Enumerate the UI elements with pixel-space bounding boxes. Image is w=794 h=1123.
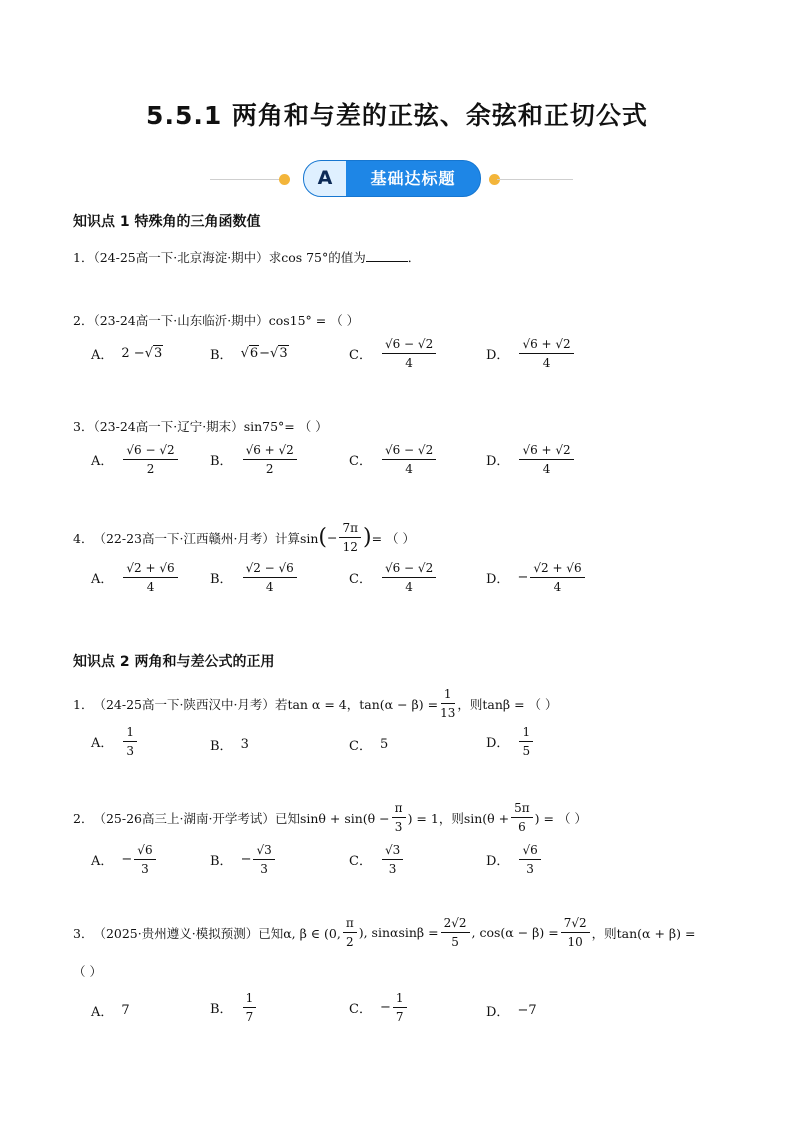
q-text-mid: ) = 1，则sin(θ + xyxy=(407,810,510,826)
option-d[interactable] xyxy=(486,724,535,759)
options-s2-q1 xyxy=(0,724,794,764)
numerator: 7√2 xyxy=(561,915,590,933)
q-text-end: ) = （ ） xyxy=(534,810,587,826)
q-source: （22-23高一下·江西赣州·月考） xyxy=(93,530,275,546)
denominator: 4 xyxy=(405,356,413,370)
option-label: B． xyxy=(210,454,233,469)
option-d[interactable] xyxy=(486,336,576,371)
option-text: 3 xyxy=(240,737,249,752)
radicand: 3 xyxy=(279,346,288,361)
option-label: D． xyxy=(486,1005,510,1020)
option-b[interactable] xyxy=(210,344,289,363)
numerator: π xyxy=(343,915,357,933)
denominator: 12 xyxy=(342,540,358,554)
option-label: B． xyxy=(210,854,233,869)
q-source: （24-25高一下·陕西汉中·月考） xyxy=(93,696,275,712)
fraction xyxy=(243,442,297,477)
fraction xyxy=(392,800,406,835)
numerator: 1 xyxy=(441,686,455,704)
q-text: 已知α, β ∈ (0, xyxy=(258,925,341,941)
option-label: C． xyxy=(349,1002,372,1017)
banner-left-line xyxy=(210,179,286,180)
right-paren: ) xyxy=(363,525,372,550)
denominator: 4 xyxy=(542,462,551,476)
option-d[interactable] xyxy=(486,842,543,877)
fraction xyxy=(519,336,573,371)
fraction xyxy=(134,842,155,877)
option-label: C． xyxy=(349,454,372,469)
q-number: 4． xyxy=(73,530,94,546)
sqrt-expr xyxy=(270,346,289,361)
option-a[interactable] xyxy=(91,442,180,477)
option-label: A． xyxy=(91,454,114,469)
section-1-title: 知识点 1 特殊角的三角函数值 xyxy=(73,214,261,230)
option-c[interactable] xyxy=(349,336,438,371)
fraction xyxy=(519,724,533,759)
denominator: 3 xyxy=(394,820,403,834)
option-label: C． xyxy=(349,739,372,754)
denominator: 4 xyxy=(265,580,274,594)
page-title: 5.5.1 两角和与差的正弦、余弦和正切公式 xyxy=(146,101,648,130)
option-c[interactable] xyxy=(349,735,388,754)
denominator: 6 xyxy=(518,820,526,834)
options-s1-q3 xyxy=(0,442,794,482)
fraction xyxy=(382,560,436,595)
q-source: （23-24高一下·山东临沂·期中） xyxy=(93,313,269,328)
question-s1-q3 xyxy=(73,417,328,435)
option-label: C． xyxy=(349,348,372,363)
q-text: cos15° = （ ） xyxy=(268,313,360,328)
numerator: √6 − √2 xyxy=(382,442,436,460)
option-a[interactable] xyxy=(91,1001,130,1020)
option-b[interactable] xyxy=(210,990,258,1025)
numerator: √6 − √2 xyxy=(382,560,436,578)
denominator: 13 xyxy=(440,706,456,720)
banner-right-line xyxy=(497,179,573,180)
numerator: 1 xyxy=(519,724,533,742)
option-label: D． xyxy=(486,454,510,469)
denominator: 5 xyxy=(522,744,531,758)
option-label: D． xyxy=(486,736,510,751)
denominator: 3 xyxy=(388,862,397,876)
q-text: 求cos 75°的值为 xyxy=(268,250,366,265)
numerator: √2 − √6 xyxy=(243,560,297,578)
fraction xyxy=(339,520,361,555)
numerator: √6 − √2 xyxy=(382,336,436,354)
option-a[interactable]: A． − $\frac{√6}{3}$ xyxy=(91,842,158,877)
option-label: C． xyxy=(349,572,372,587)
fraction xyxy=(123,560,177,595)
numerator: √6 − √2 xyxy=(123,442,177,460)
level-label: 基础达标题 xyxy=(370,169,456,188)
option-label: C． xyxy=(349,854,372,869)
numerator: 5π xyxy=(511,800,533,818)
numerator: 2√2 xyxy=(441,915,470,933)
q-source: （2025·贵州遵义·模拟预测） xyxy=(93,925,259,941)
q-text: sin75°= （ ） xyxy=(243,419,328,434)
option-a[interactable] xyxy=(91,560,180,595)
q-number: 3． xyxy=(73,925,94,941)
options-s1-q4 xyxy=(0,560,794,600)
radicand: 3 xyxy=(153,346,163,361)
option-text: − xyxy=(259,346,271,361)
options-s2-q2 xyxy=(0,842,794,882)
option-label: B． xyxy=(210,739,233,754)
denominator: 7 xyxy=(395,1010,404,1024)
numerator: 7π xyxy=(339,520,361,538)
numerator: √3 xyxy=(253,842,274,860)
numerator: √2 + √6 xyxy=(123,560,177,578)
q-number: 1． xyxy=(73,696,94,712)
q-text-end: = （ ） xyxy=(371,530,416,546)
q-number: 2． xyxy=(73,810,94,826)
fraction xyxy=(382,842,403,877)
question-s1-q2 xyxy=(73,311,359,329)
denominator: 3 xyxy=(260,862,268,876)
fraction xyxy=(123,724,137,759)
option-c[interactable] xyxy=(349,842,405,877)
option-b[interactable] xyxy=(210,735,249,754)
options-s2-q3 xyxy=(0,990,794,1030)
left-paren: ( xyxy=(318,525,327,550)
fraction xyxy=(382,442,436,477)
answer-blank[interactable] xyxy=(366,249,408,262)
question-s1-q1 xyxy=(73,248,420,266)
option-label: A． xyxy=(91,854,114,869)
fraction xyxy=(511,800,533,835)
denominator: 2 xyxy=(265,462,274,476)
option-c[interactable] xyxy=(349,442,438,477)
denominator: 3 xyxy=(126,744,135,758)
q-source: （25-26高三上·湖南·开学考试） xyxy=(93,810,275,826)
numerator: √6 xyxy=(134,842,155,860)
denominator: 4 xyxy=(405,580,413,594)
denominator: 10 xyxy=(567,935,583,949)
fraction xyxy=(382,336,436,371)
q-text: 已知sinθ + sin(θ − xyxy=(274,810,390,826)
numerator: π xyxy=(392,800,406,818)
option-text: −7 xyxy=(517,1003,537,1018)
fraction xyxy=(441,915,470,950)
option-label: D． xyxy=(486,572,510,587)
option-a[interactable] xyxy=(91,344,163,363)
option-label: A． xyxy=(91,736,114,751)
option-b[interactable]: B． − $\frac{√3}{3}$ xyxy=(210,842,277,877)
q-source: （24-25高一下·北京海淀·期中） xyxy=(93,250,269,265)
options-s1-q2 xyxy=(0,336,794,376)
numerator: √6 + √2 xyxy=(519,336,573,354)
option-label: D． xyxy=(486,854,510,869)
denominator: 2 xyxy=(146,462,155,476)
fraction xyxy=(123,442,177,477)
fraction xyxy=(519,842,540,877)
denominator: 3 xyxy=(141,862,149,876)
option-c[interactable]: C． − $\frac{1}{7}$ xyxy=(349,990,409,1025)
option-label: B． xyxy=(210,1002,233,1017)
fraction xyxy=(253,842,274,877)
option-text: 2 − xyxy=(121,346,145,361)
section-banner xyxy=(0,160,794,196)
denominator: 4 xyxy=(405,462,413,476)
fraction xyxy=(243,560,297,595)
q-text: 计算sin xyxy=(274,530,319,546)
option-d[interactable] xyxy=(486,1001,537,1020)
option-b[interactable] xyxy=(210,560,299,595)
radicand: 6 xyxy=(249,346,259,361)
option-label: D． xyxy=(486,348,510,363)
fraction xyxy=(243,990,257,1025)
option-label: B． xyxy=(210,348,233,363)
numerator: √6 xyxy=(519,842,540,860)
section-2-title: 知识点 2 两角和与差公式的正用 xyxy=(73,654,275,670)
q-text: 若tan α = 4，tan(α − β) = xyxy=(274,696,439,712)
numerator: √6 + √2 xyxy=(519,442,573,460)
denominator: 2 xyxy=(345,935,354,949)
option-b[interactable] xyxy=(210,442,299,477)
numerator: √2 + √6 xyxy=(530,560,584,578)
numerator: 1 xyxy=(243,990,257,1008)
numerator: 1 xyxy=(393,990,407,1008)
question-s2-q1 xyxy=(73,686,558,721)
question-s2-q3 xyxy=(73,915,695,950)
fraction xyxy=(561,915,590,950)
q-number: 1． xyxy=(73,250,94,265)
q-text-mid1: ), sinαsinβ = xyxy=(358,925,439,940)
option-label: A． xyxy=(91,572,114,587)
banner-left-dot xyxy=(279,174,290,185)
denominator: 4 xyxy=(542,356,551,370)
option-text: 5 xyxy=(379,737,389,752)
level-badge xyxy=(303,160,481,197)
fraction xyxy=(440,686,455,721)
denominator: 4 xyxy=(146,580,155,594)
fraction xyxy=(530,560,584,595)
q-text-end: ，则tan(α + β) = xyxy=(591,925,696,941)
fraction xyxy=(343,915,357,950)
denominator: 4 xyxy=(553,580,562,594)
numerator: √3 xyxy=(382,842,403,860)
option-label: B． xyxy=(210,572,233,587)
numerator: √6 + √2 xyxy=(243,442,297,460)
fraction xyxy=(393,990,407,1025)
option-d[interactable]: D． − $\frac{√2 + √6}{4}$ xyxy=(486,560,587,595)
option-c[interactable] xyxy=(349,560,438,595)
level-letter: A xyxy=(304,161,346,196)
fraction xyxy=(519,442,573,477)
option-label: A． xyxy=(91,1005,114,1020)
question-s1-q4: 4． （22-23高一下·江西赣州·月考） 计算sin ( − $\frac{7\pi}{12}$ ) = （ ） xyxy=(73,521,416,554)
option-text: 7 xyxy=(121,1003,130,1018)
q-text-mid2: , cos(α − β) = xyxy=(471,925,559,940)
option-label: A． xyxy=(91,348,114,363)
q-source: （23-24高一下·辽宁·期末） xyxy=(93,419,244,434)
denominator: 5 xyxy=(451,935,459,949)
q-number: 2． xyxy=(73,313,94,328)
numerator: 1 xyxy=(123,724,137,742)
option-a[interactable] xyxy=(91,724,139,759)
denominator: 3 xyxy=(526,862,534,876)
option-d[interactable] xyxy=(486,442,576,477)
sqrt-expr xyxy=(145,346,164,361)
sqrt-expr xyxy=(241,346,260,361)
q-number: 3． xyxy=(73,419,94,434)
q-end: ． xyxy=(407,250,421,265)
denominator: 7 xyxy=(245,1010,254,1024)
question-s2-q3-line2: （ ） xyxy=(73,964,102,979)
question-s2-q2 xyxy=(73,800,587,835)
q-text-end: ，则tanβ = （ ） xyxy=(457,696,558,712)
